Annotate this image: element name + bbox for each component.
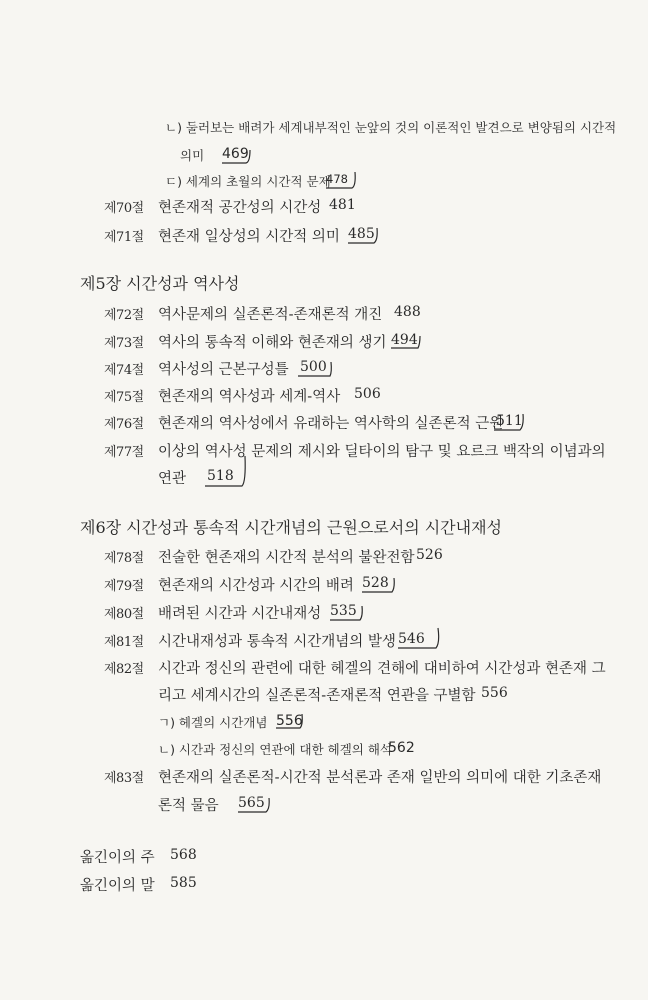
page-number: 556	[276, 713, 303, 729]
page-number: 535	[330, 603, 357, 619]
pen-mark-511	[494, 414, 523, 430]
page-number: 556	[481, 685, 508, 701]
pen-mark-546	[398, 628, 439, 648]
page-number: 469	[222, 146, 249, 162]
toc-section-78: 제78절 전술한 현존재의 시간적 분석의 불완전함	[104, 550, 415, 566]
page-number: 481	[329, 197, 356, 213]
pen-mark-478	[326, 172, 355, 188]
page-number: 511	[496, 413, 523, 429]
pen-mark-518	[205, 456, 245, 486]
toc-chapter-5: 제5장 시간성과 역사성	[80, 274, 240, 293]
toc-section-74: 제74절 역사성의 근본구성틀	[104, 362, 289, 378]
toc-section-83: 제83절 현존재의 실존론적-시간적 분석론과 존재 일반의 의미에 대한 기초존재	[104, 770, 602, 786]
pen-mark-494	[391, 336, 420, 348]
toc-chapter-6: 제6장 시간성과 통속적 시간개념의 근원으로서의 시간내재성	[80, 518, 503, 537]
page-number: 500	[300, 359, 327, 375]
pen-mark-535	[330, 606, 362, 620]
toc-section-71: 제71절 현존재 일상성의 시간적 의미	[104, 229, 340, 245]
page-number: 485	[348, 226, 375, 242]
page-number: 478	[326, 172, 348, 186]
toc-section-82-continued: 리고 세계시간의 실존론적-존재론적 연관을 구별함	[158, 688, 476, 704]
page-number: 528	[362, 575, 389, 591]
toc-subsection-g: ㄱ) 헤겔의 시간개념	[158, 715, 268, 730]
page-number: 565	[238, 795, 265, 811]
page-number: 546	[398, 631, 425, 647]
toc-section-82: 제82절 시간과 정신의 관련에 대한 헤겔의 견해에 대비하여 시간성과 현존재 그	[104, 661, 606, 677]
page-number: 494	[391, 332, 418, 348]
pen-mark-485	[348, 228, 377, 243]
toc-section-83-continued: 론적 물음	[158, 798, 219, 814]
toc-section-73: 제73절 역사의 통속적 이해와 현존재의 생기	[104, 335, 387, 351]
pen-mark-500	[298, 362, 331, 376]
page-number: 568	[170, 847, 197, 863]
pen-mark-469	[222, 150, 250, 163]
page-number: 518	[207, 468, 234, 484]
toc-subsection-d: ㄷ) 세계의 초월의 시간적 문제	[165, 174, 331, 189]
toc-subsection-n-continued: 의미	[180, 148, 205, 163]
pen-mark-556	[276, 714, 302, 728]
toc-translator-afterword: 옮긴이의 말	[80, 878, 155, 894]
page-number: 562	[388, 740, 415, 756]
toc-section-76: 제76절 현존재의 역사성에서 유래하는 역사학의 실존론적 근원	[104, 416, 504, 432]
page-number: 488	[394, 304, 421, 320]
pen-mark-565	[238, 798, 269, 812]
pen-mark-528	[362, 578, 394, 592]
toc-section-80: 제80절 배려된 시간과 시간내재성	[104, 606, 322, 622]
toc-section-77-continued: 연관	[158, 471, 187, 487]
toc-section-75: 제75절 현존재의 역사성과 세계-역사	[104, 389, 341, 405]
toc-translator-notes: 옮긴이의 주	[80, 850, 155, 866]
toc-section-77: 제77절 이상의 역사성 문제의 제시와 딜타이의 탐구 및 요르크 백작의 이념과의	[104, 444, 606, 460]
toc-subsection-n2: ㄴ) 시간과 정신의 연관에 대한 헤겔의 해석	[158, 742, 392, 757]
toc-section-79: 제79절 현존재의 시간성과 시간의 배려	[104, 578, 354, 594]
page-number: 585	[170, 875, 197, 891]
toc-section-81: 제81절 시간내재성과 통속적 시간개념의 발생	[104, 634, 396, 650]
page-number: 526	[416, 547, 443, 563]
toc-section-72: 제72절 역사문제의 실존론적-존재론적 개진	[104, 307, 383, 323]
toc-section-70: 제70절 현존재적 공간성의 시간성	[104, 200, 322, 216]
toc-subsection-n: ㄴ) 둘러보는 배려가 세계내부적인 눈앞의 것의 이론적인 발견으로 변양됨의 시간적	[165, 120, 617, 135]
page-number: 506	[354, 386, 381, 402]
